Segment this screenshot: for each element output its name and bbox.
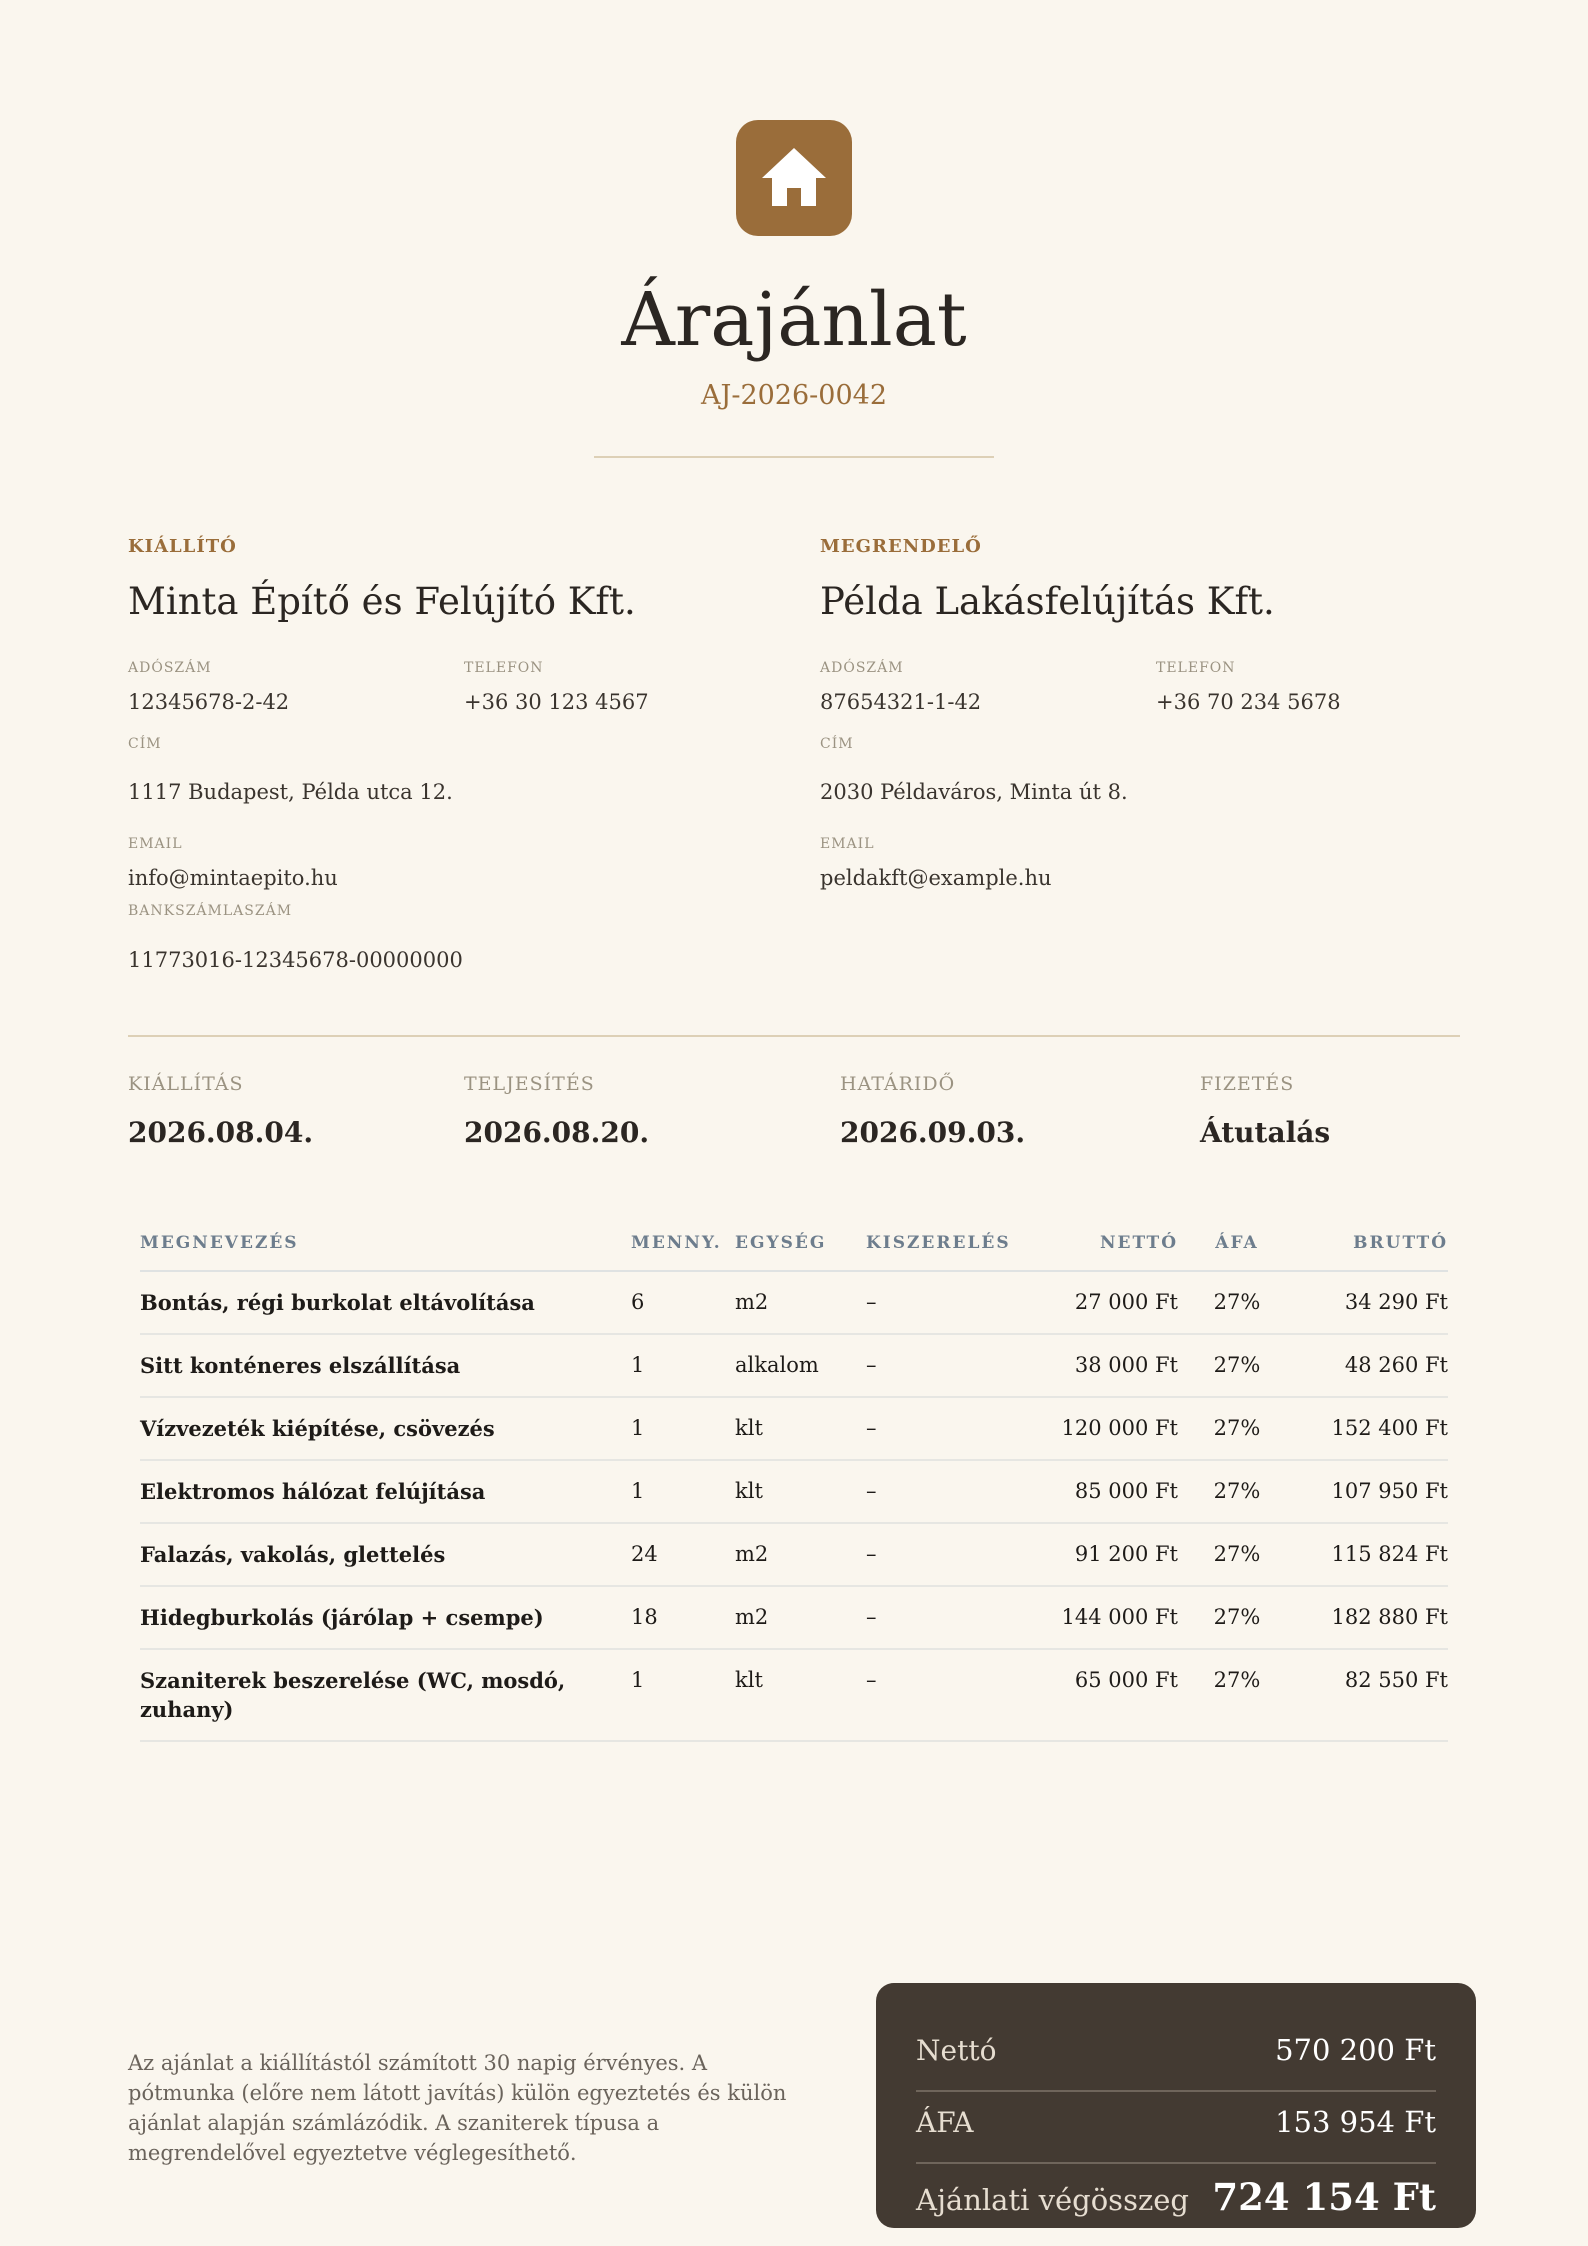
total-vat-row [916, 2105, 1436, 2139]
item-qty: 1 [631, 1460, 735, 1523]
items-table [140, 1216, 1448, 1742]
item-pack: – [866, 1334, 1034, 1397]
col-header-qty: MENNY. [631, 1216, 735, 1271]
item-qty: 6 [631, 1271, 735, 1334]
item-net: 91 200 Ft [1034, 1523, 1178, 1586]
client-address: 2030 Példaváros, Minta út 8. [820, 780, 1128, 804]
item-gross: 48 260 Ft [1296, 1334, 1448, 1397]
item-unit: klt [735, 1460, 866, 1523]
issuer-address: 1117 Budapest, Példa utca 12. [128, 780, 453, 804]
issuer-bank: 11773016-12345678-00000000 [128, 948, 463, 972]
item-vat: 27% [1178, 1523, 1296, 1586]
issue-date: 2026.08.04. [128, 1116, 314, 1149]
issue-date-label: KIÁLLÍTÁS [128, 1073, 244, 1095]
item-name: Elektromos hálózat felújítása [140, 1460, 631, 1523]
issuer-tax: 12345678-2-42 [128, 690, 290, 714]
issuer-phone: +36 30 123 4567 [464, 690, 649, 714]
client-block [820, 536, 1470, 890]
col-header-unit: EGYSÉG [735, 1216, 866, 1271]
item-unit: klt [735, 1397, 866, 1460]
item-net: 85 000 Ft [1034, 1460, 1178, 1523]
home-icon [760, 144, 828, 212]
item-qty: 18 [631, 1586, 735, 1649]
table-row [140, 1649, 1448, 1741]
total-vat-label: ÁFA [916, 2106, 974, 2139]
item-net: 27 000 Ft [1034, 1271, 1178, 1334]
item-name: Hidegburkolás (járólap + csempe) [140, 1586, 631, 1649]
grand-total-label: Ajánlati végösszeg [916, 2183, 1189, 2217]
item-name: Sitt konténeres elszállítása [140, 1334, 631, 1397]
client-name: Példa Lakásfelújítás Kft. [820, 580, 1275, 623]
client-tax-label: ADÓSZÁM [820, 660, 904, 676]
item-gross: 115 824 Ft [1296, 1523, 1448, 1586]
item-name: Szaniterek beszerelése (WC, mosdó, zuhany) [140, 1649, 631, 1741]
issuer-email: info@mintaepito.hu [128, 866, 338, 890]
client-phone: +36 70 234 5678 [1156, 690, 1341, 714]
item-unit: m2 [735, 1586, 866, 1649]
item-pack: – [866, 1523, 1034, 1586]
item-pack: – [866, 1649, 1034, 1741]
total-vat-value: 153 954 Ft [1275, 2105, 1436, 2139]
table-row [140, 1586, 1448, 1649]
item-unit: m2 [735, 1271, 866, 1334]
issuer-tax-label: ADÓSZÁM [128, 660, 212, 676]
issuer-kicker: KIÁLLÍTÓ [128, 536, 237, 557]
due-date-label: HATÁRIDŐ [840, 1073, 956, 1095]
issuer-address-label: CÍM [128, 736, 162, 752]
item-net: 65 000 Ft [1034, 1649, 1178, 1741]
item-unit: alkalom [735, 1334, 866, 1397]
quote-number: AJ-2026-0042 [701, 380, 887, 411]
item-gross: 107 950 Ft [1296, 1460, 1448, 1523]
totals-divider [916, 2090, 1436, 2092]
item-pack: – [866, 1460, 1034, 1523]
title-divider [594, 456, 994, 458]
document-title: Árajánlat [621, 277, 967, 363]
issuer-email-label: EMAIL [128, 836, 183, 852]
client-tax: 87654321-1-42 [820, 690, 982, 714]
due-date: 2026.09.03. [840, 1116, 1026, 1149]
item-net: 120 000 Ft [1034, 1397, 1178, 1460]
terms-note: Az ajánlat a kiállítástól számított 30 napig érvényes. A pótmunka (előre nem látott javítás) külön egyeztetés és külön ajánlat alapján számlázódik. A szaniterek típusa a megrendelővel egyeztetve véglegesíthető. [128, 2051, 787, 2165]
item-vat: 27% [1178, 1649, 1296, 1741]
col-header-vat: ÁFA [1178, 1216, 1296, 1271]
table-row [140, 1460, 1448, 1523]
item-gross: 182 880 Ft [1296, 1586, 1448, 1649]
item-pack: – [866, 1271, 1034, 1334]
item-qty: 1 [631, 1397, 735, 1460]
item-unit: klt [735, 1649, 866, 1741]
item-gross: 152 400 Ft [1296, 1397, 1448, 1460]
client-email: peldakft@example.hu [820, 866, 1052, 890]
item-name: Falazás, vakolás, glettelés [140, 1523, 631, 1586]
grand-total-row [916, 2175, 1436, 2219]
item-net: 144 000 Ft [1034, 1586, 1178, 1649]
item-qty: 1 [631, 1334, 735, 1397]
issuer-bank-label: BANKSZÁMLASZÁM [128, 903, 293, 919]
table-row [140, 1334, 1448, 1397]
item-vat: 27% [1178, 1586, 1296, 1649]
totals-box [876, 1983, 1476, 2228]
total-net-label: Nettó [916, 2034, 997, 2067]
issuer-phone-label: TELEFON [464, 660, 544, 676]
item-qty: 24 [631, 1523, 735, 1586]
item-name: Vízvezeték kiépítése, csövezés [140, 1397, 631, 1460]
grand-total-value: 724 154 Ft [1212, 2175, 1436, 2219]
item-pack: – [866, 1397, 1034, 1460]
total-net-value: 570 200 Ft [1275, 2033, 1436, 2067]
payment-method: Átutalás [1200, 1116, 1331, 1149]
table-row [140, 1271, 1448, 1334]
item-net: 38 000 Ft [1034, 1334, 1178, 1397]
item-vat: 27% [1178, 1271, 1296, 1334]
brand-logo [736, 120, 852, 236]
col-header-net: NETTÓ [1034, 1216, 1178, 1271]
item-qty: 1 [631, 1649, 735, 1741]
col-header-gross: BRUTTÓ [1296, 1216, 1448, 1271]
client-email-label: EMAIL [820, 836, 875, 852]
col-header-pack: KISZERELÉS [866, 1216, 1034, 1271]
completion-date: 2026.08.20. [464, 1116, 650, 1149]
col-header-name: MEGNEVEZÉS [140, 1216, 631, 1271]
completion-date-label: TELJESÍTÉS [464, 1073, 595, 1095]
item-unit: m2 [735, 1523, 866, 1586]
item-name: Bontás, régi burkolat eltávolítása [140, 1271, 631, 1334]
payment-method-label: FIZETÉS [1200, 1073, 1295, 1095]
totals-divider [916, 2162, 1436, 2164]
item-gross: 34 290 Ft [1296, 1271, 1448, 1334]
table-row [140, 1397, 1448, 1460]
issuer-name: Minta Építő és Felújító Kft. [128, 580, 636, 623]
item-vat: 27% [1178, 1460, 1296, 1523]
item-pack: – [866, 1586, 1034, 1649]
client-address-label: CÍM [820, 736, 854, 752]
total-net-row [916, 2033, 1436, 2067]
table-header-row [140, 1216, 1448, 1271]
item-gross: 82 550 Ft [1296, 1649, 1448, 1741]
client-kicker: MEGRENDELŐ [820, 536, 982, 557]
item-vat: 27% [1178, 1334, 1296, 1397]
table-row [140, 1523, 1448, 1586]
client-phone-label: TELEFON [1156, 660, 1236, 676]
issuer-block [128, 536, 778, 972]
item-vat: 27% [1178, 1397, 1296, 1460]
section-divider [128, 1035, 1460, 1037]
